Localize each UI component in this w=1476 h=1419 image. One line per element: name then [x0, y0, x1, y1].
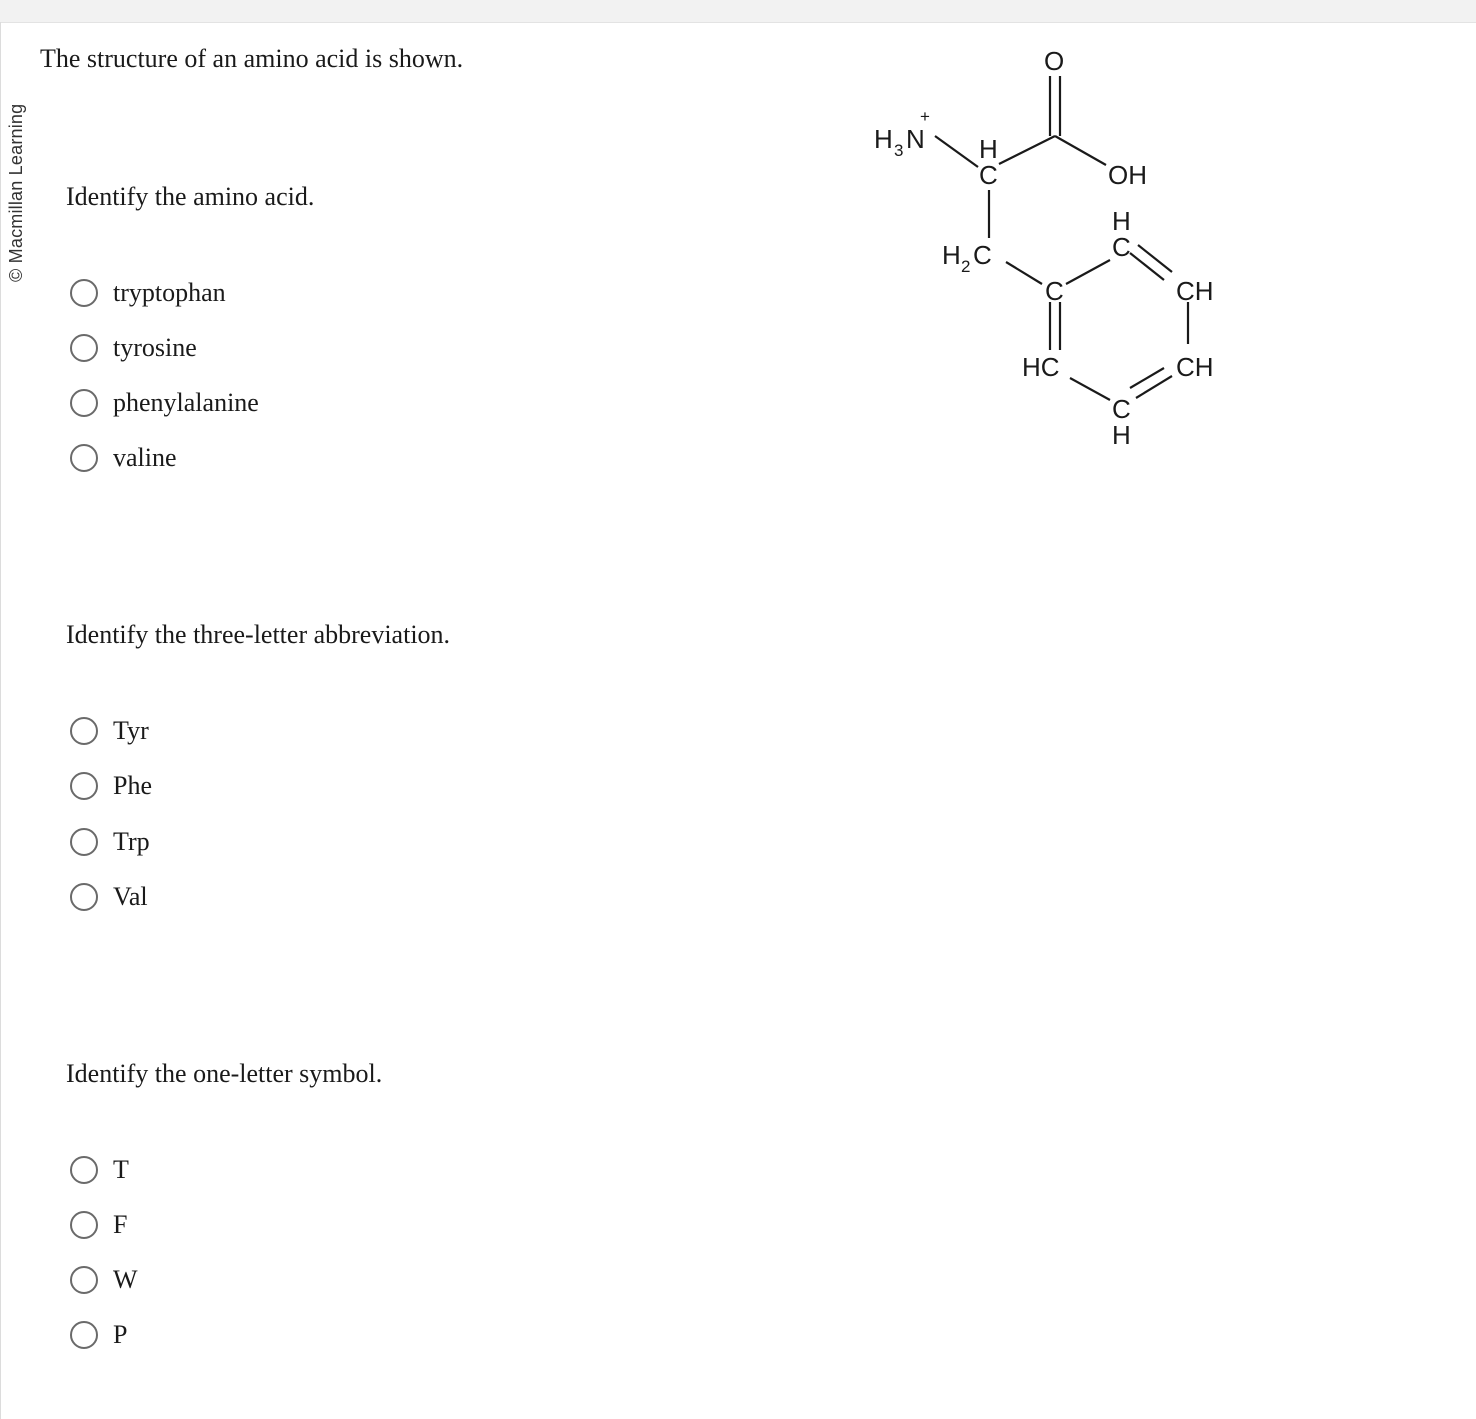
option-label: Trp: [113, 827, 150, 856]
radio-button[interactable]: [70, 1321, 98, 1349]
radio-button[interactable]: [70, 828, 98, 856]
radio-button[interactable]: [70, 1156, 98, 1184]
label-ring-c-bottom: C: [1112, 394, 1131, 424]
label-alpha-c: C: [979, 160, 998, 190]
part1-option-tyrosine[interactable]: [70, 331, 197, 365]
part3-prompt: Identify the one-letter symbol.: [66, 1059, 383, 1088]
label-nh3-n: N: [906, 124, 925, 154]
label-ch2-h: H: [942, 240, 961, 270]
label-ring-ch-right-top: CH: [1176, 276, 1214, 306]
bond-ccarbonyl-oh: [1055, 136, 1106, 165]
label-ring-h-bottom: H: [1112, 420, 1131, 450]
bond-ring-4a: [1136, 376, 1172, 398]
option-label: tryptophan: [113, 278, 226, 307]
radio-button[interactable]: [70, 772, 98, 800]
option-label: Tyr: [113, 716, 149, 745]
label-hydroxyl: OH: [1108, 160, 1147, 190]
radio-button[interactable]: [70, 883, 98, 911]
bond-ring-5: [1070, 378, 1110, 400]
radio-button[interactable]: [70, 1266, 98, 1294]
option-label: valine: [113, 443, 177, 472]
option-label: Phe: [113, 771, 152, 800]
label-alpha-h: H: [979, 134, 998, 164]
top-bar: [0, 0, 1476, 23]
bond-ch2-ring: [1006, 262, 1042, 284]
bond-ring-2b: [1130, 253, 1164, 280]
label-ring-hc-left: HC: [1022, 352, 1060, 382]
part1-option-phenylalanine[interactable]: [70, 386, 259, 420]
part3-option-f[interactable]: [70, 1208, 127, 1242]
part2-prompt: Identify the three-letter abbreviation.: [66, 620, 451, 649]
bond-n-calpha: [935, 136, 978, 167]
option-label: phenylalanine: [113, 388, 259, 417]
part2-option-trp[interactable]: [70, 825, 150, 859]
bond-ring-2a: [1138, 245, 1172, 272]
option-label: Val: [113, 882, 148, 911]
radio-button[interactable]: [70, 1211, 98, 1239]
bond-ring-1: [1066, 260, 1110, 284]
label-ring-h-top: H: [1112, 206, 1131, 236]
radio-button[interactable]: [70, 279, 98, 307]
question-intro: The structure of an amino acid is shown.: [40, 44, 464, 73]
part1-prompt: Identify the amino acid.: [66, 182, 315, 211]
label-nh3-h: H: [874, 124, 893, 154]
part1-option-tryptophan[interactable]: [70, 276, 226, 310]
label-plus: +: [920, 107, 930, 126]
option-label: P: [113, 1320, 128, 1349]
option-label: tyrosine: [113, 333, 197, 362]
part2-option-tyr[interactable]: [70, 714, 149, 748]
part3-option-w[interactable]: [70, 1263, 138, 1297]
label-ring-c-ipso: C: [1045, 276, 1064, 306]
label-ch2-sub: 2: [961, 257, 971, 276]
part3-option-t[interactable]: [70, 1153, 129, 1187]
option-label: T: [113, 1155, 129, 1184]
radio-button[interactable]: [70, 717, 98, 745]
label-nh3-sub: 3: [894, 141, 904, 160]
label-ring-ch-right-bottom: CH: [1176, 352, 1214, 382]
copyright-watermark: © Macmillan Learning: [6, 103, 26, 282]
amino-acid-structure: [860, 40, 1260, 460]
radio-button[interactable]: [70, 334, 98, 362]
radio-button[interactable]: [70, 444, 98, 472]
option-label: W: [113, 1265, 138, 1294]
part3-option-p[interactable]: [70, 1318, 127, 1352]
label-ring-c-top: C: [1112, 232, 1131, 262]
label-carbonyl-o: O: [1044, 46, 1065, 76]
left-border: [0, 22, 1, 1419]
part2-option-phe[interactable]: [70, 769, 152, 803]
radio-button[interactable]: [70, 389, 98, 417]
label-ch2-c: C: [973, 240, 992, 270]
part1-option-valine[interactable]: [70, 441, 177, 475]
part2-option-val[interactable]: [70, 880, 148, 914]
option-label: F: [113, 1210, 128, 1239]
bond-calpha-ccarbonyl: [999, 136, 1055, 164]
